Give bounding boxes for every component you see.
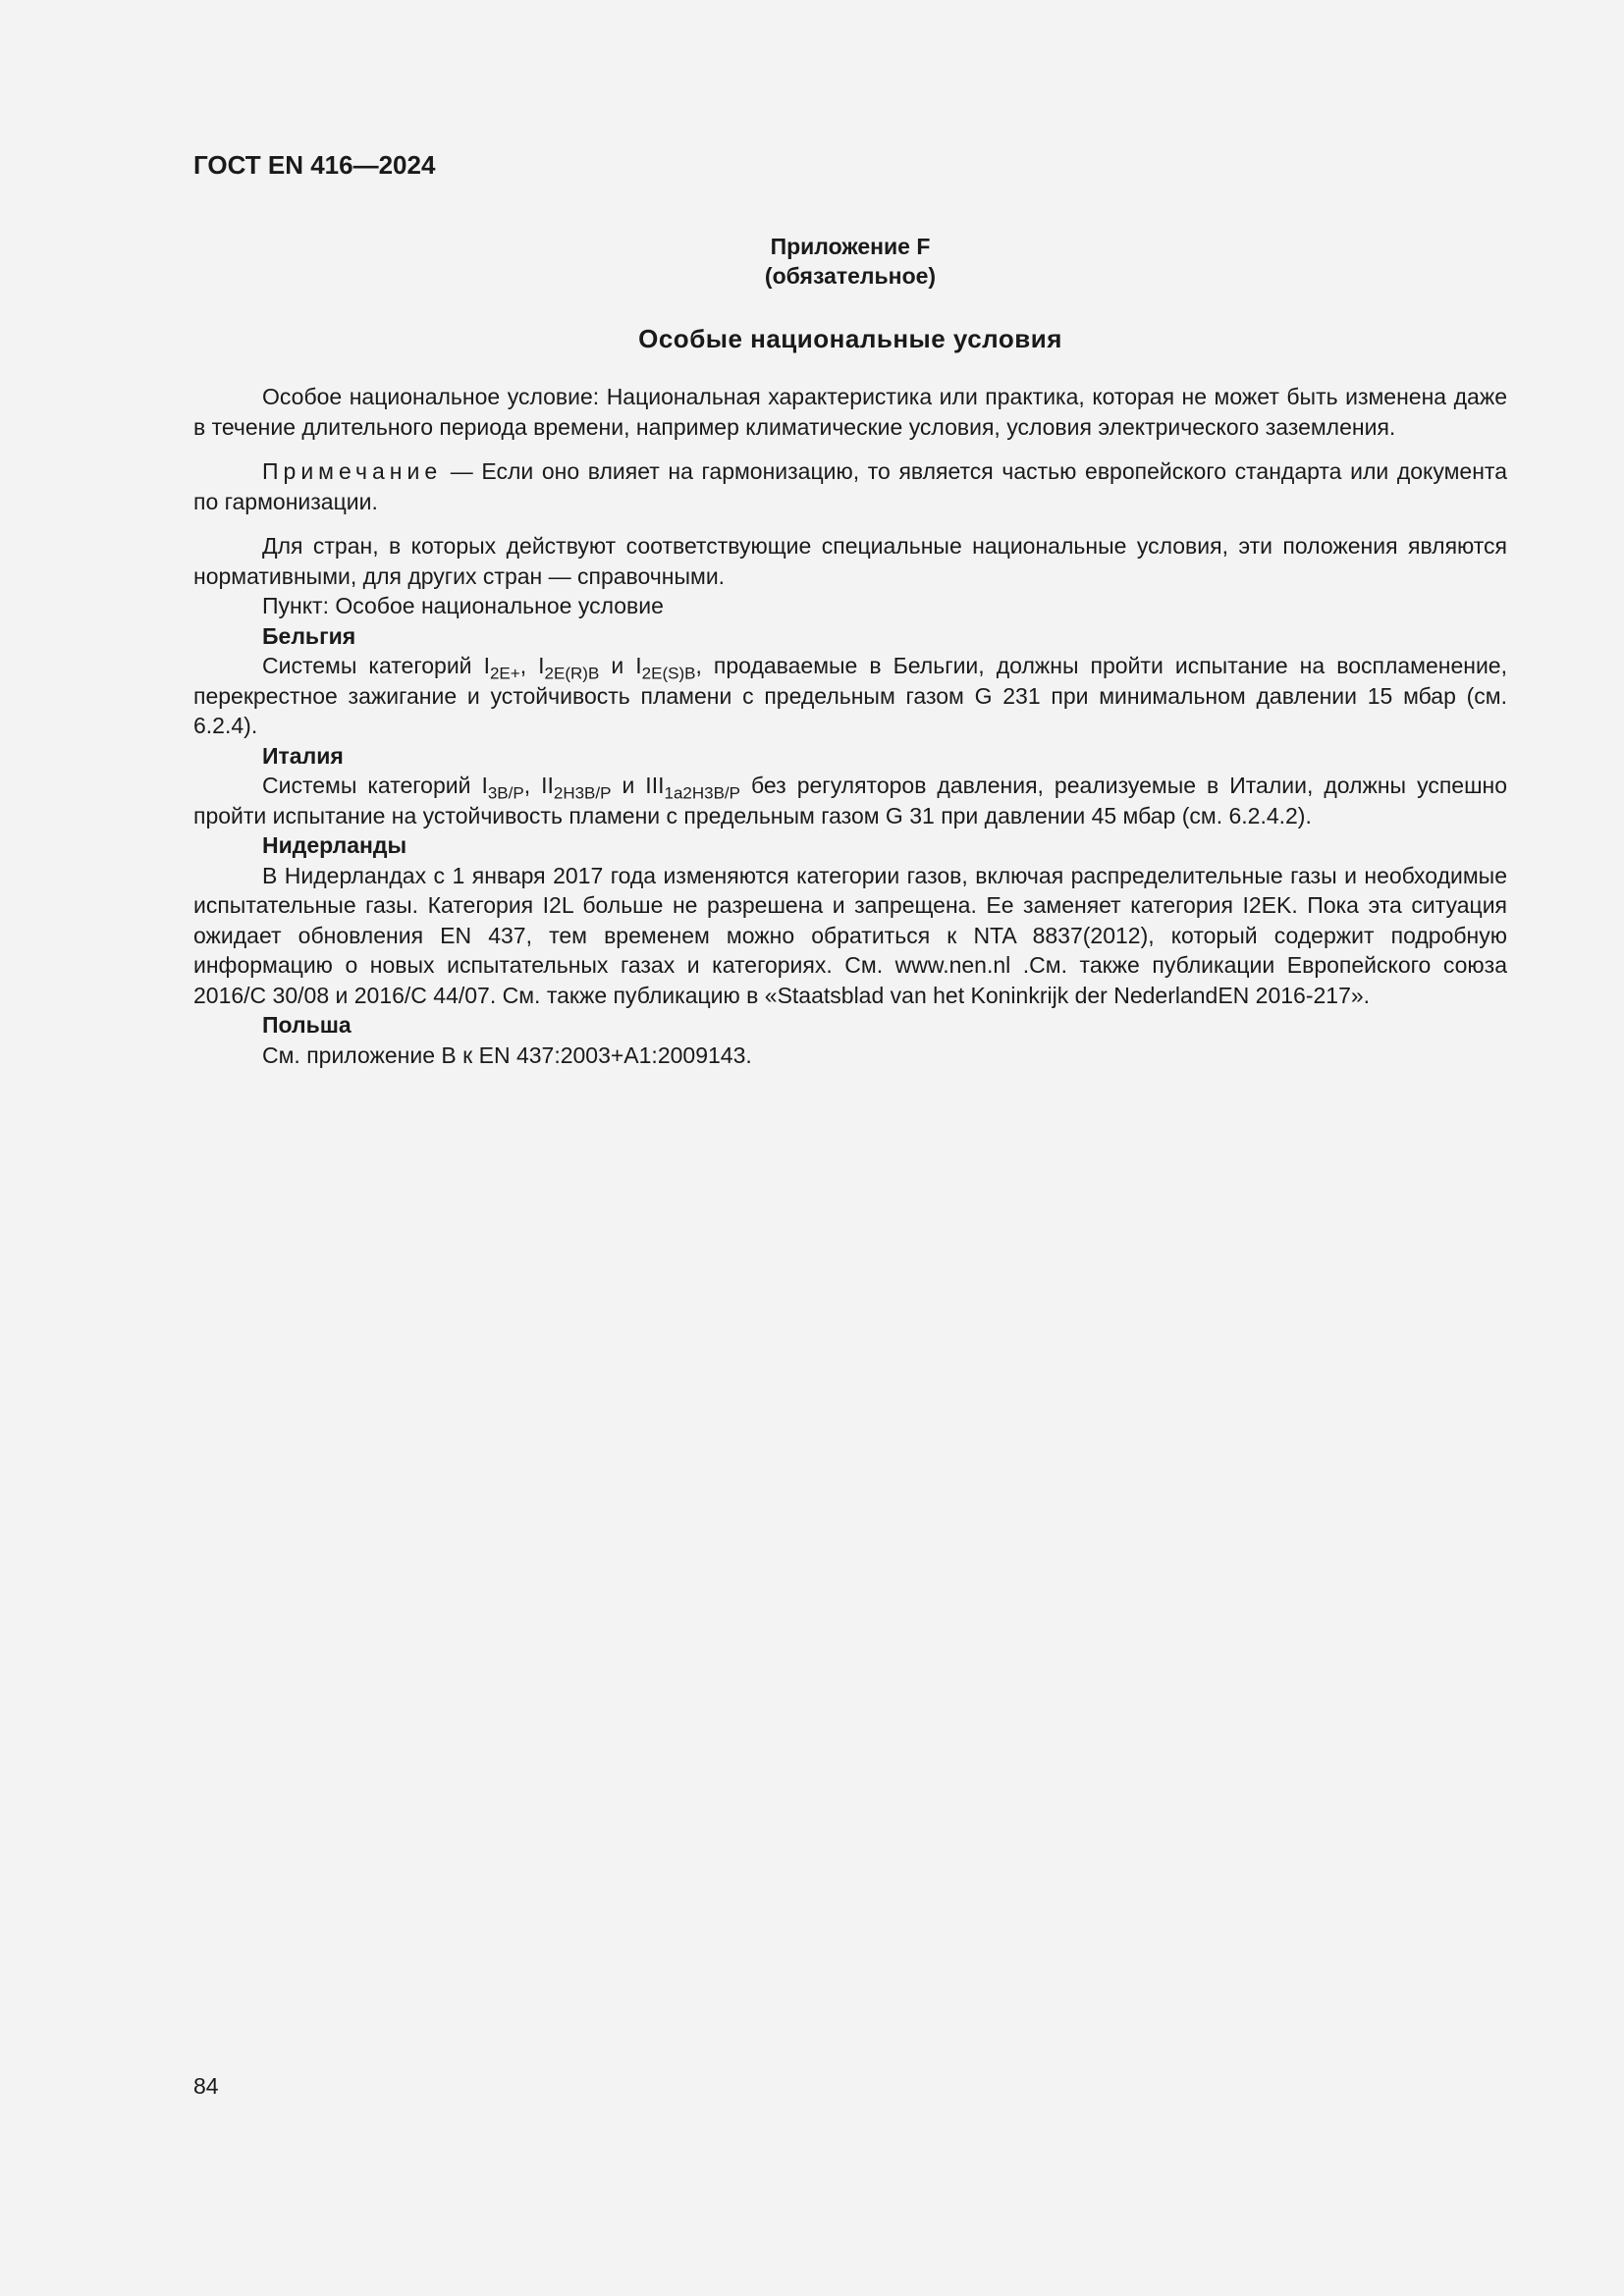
italy-subscript-1: 3B/P — [487, 783, 524, 803]
netherlands-paragraph: В Нидерландах с 1 января 2017 года изменяются категории газов, включая распределительные газы и необходимые испытательные газы. Категория I2L больше не разрешена и запрещена. Ее заменяет категория I2EK. Пока эта ситуация ожидает обновления EN 437, тем временем можно обратиться к NTA 8837(2012), который содержит подробную информацию о новых испытательных газах и категориях. См. www.nen.nl .См. также публикации Европейского союза 2016/C 30/08 и 2016/C 44/07. См. также публикацию в «Staatsblad van het Koninkrijk der NederlandEN 2016-217». — [193, 862, 1507, 1008]
belgium-text-4: , продаваемые в Бельгии, должны пройти испытание на воспламенение, перекрестное зажигание и устойчивость пламени с предельным газом G 231 при минимальном давлении 15 мбар (см. 6.2.4). — [193, 653, 1507, 738]
note-text: — Если оно влияет на гармонизацию, то является частью европейского стандарта или документа по гармонизации. — [193, 458, 1507, 514]
italy-text-4: без регуляторов давления, реализуемые в Италии, должны успешно пройти испытание на устойчивость пламени с предельным газом G 31 при давлении 45 мбар (см. 6.2.4.2). — [193, 773, 1508, 828]
italy-text-1: Системы категорий I — [262, 773, 488, 798]
italy-text-2: , II — [523, 773, 554, 798]
belgium-text-3: и I — [599, 653, 642, 678]
italy-subscript-2: 2H3B/P — [553, 783, 612, 803]
annex-body — [193, 382, 1507, 1070]
annex-heading — [193, 232, 1507, 291]
country-heading-poland: Польша — [262, 1012, 352, 1038]
note-paragraph — [193, 456, 1507, 516]
definition-paragraph: Особое национальное условие: Национальная характеристика или практика, которая не может быть изменена даже в течение длительного периода времени, например климатические условия, условия электрического заземления. — [193, 384, 1507, 440]
annex-status: (обязательное) — [764, 263, 937, 289]
annex-label: Приложение F — [770, 234, 931, 259]
belgium-text-1: Системы категорий I — [262, 653, 490, 678]
italy-text-3: и III — [611, 773, 665, 798]
page-number: 84 — [193, 2073, 219, 2099]
poland-paragraph: См. приложение B к EN 437:2003+A1:2009143. — [262, 1041, 752, 1068]
note-label: Примечание — [262, 458, 443, 484]
belgium-paragraph — [193, 651, 1507, 741]
belgium-subscript-3: 2E(S)B — [641, 664, 696, 683]
clause-header: Пункт: Особое национальное условие — [262, 593, 664, 618]
document-code-header: ГОСТ EN 416—2024 — [193, 150, 436, 180]
annex-title: Особые национальные условия — [638, 324, 1062, 353]
belgium-subscript-2: 2E(R)B — [544, 664, 600, 683]
italy-subscript-3: 1a2H3B/P — [664, 783, 740, 803]
country-heading-belgium: Бельгия — [262, 622, 356, 649]
belgium-subscript-1: 2E+ — [489, 664, 520, 683]
country-heading-netherlands: Нидерланды — [262, 832, 407, 858]
document-page — [193, 147, 1507, 1070]
applicability-paragraph: Для стран, в которых действуют соответствующие специальные национальные условия, эти положения являются нормативными, для других стран — справочными. — [193, 533, 1507, 589]
belgium-text-2: , I — [519, 653, 545, 678]
country-heading-italy: Италия — [262, 742, 344, 769]
italy-paragraph — [193, 771, 1507, 830]
